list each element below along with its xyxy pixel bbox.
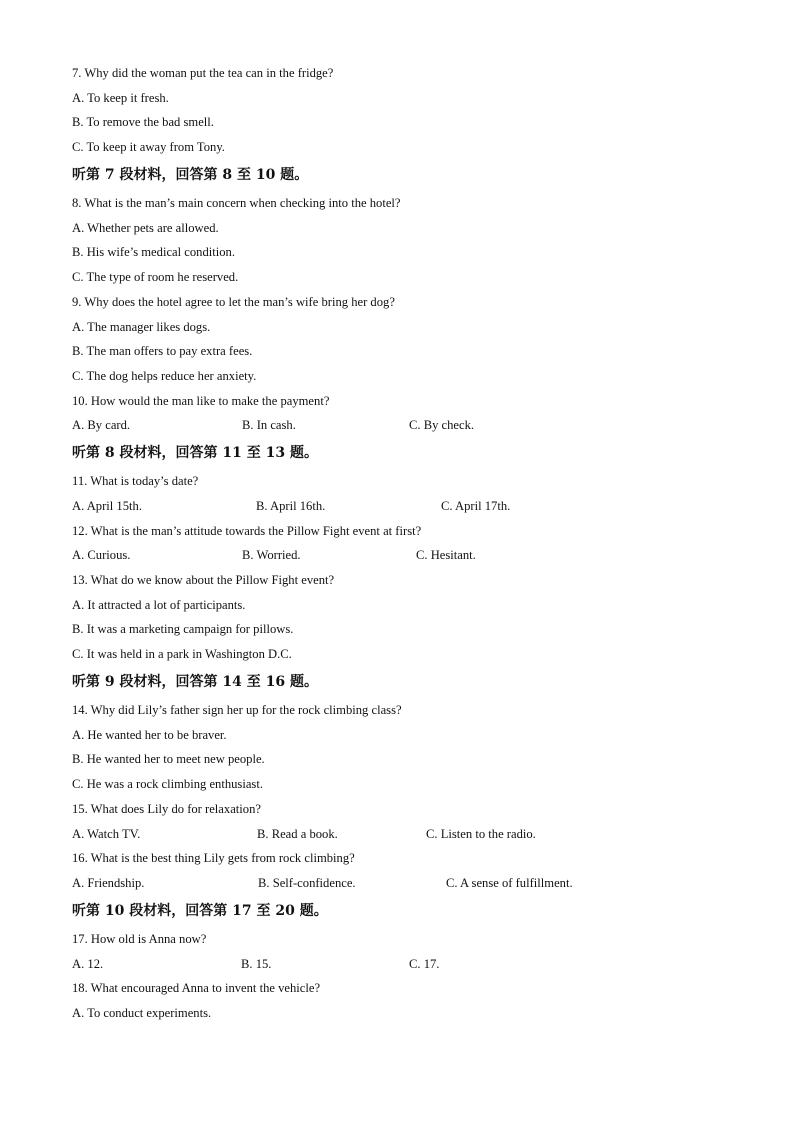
question-11-option-a: A. April 15th. (72, 499, 142, 513)
question-11-option-b: B. April 16th. (256, 499, 326, 513)
question-8-option-c: C. The type of room he reserved. (72, 270, 239, 284)
question-18: 18. What encouraged Anna to invent the vehicle? (72, 981, 321, 995)
question-16: 16. What is the best thing Lily gets from rock climbing? (72, 851, 355, 865)
question-14-option-a: A. He wanted her to be braver. (72, 728, 227, 742)
question-13: 13. What do we know about the Pillow Fight event? (72, 573, 335, 587)
question-9: 9. Why does the hotel agree to let the man’s wife bring her dog? (72, 295, 395, 309)
question-10-option-a: A. By card. (72, 418, 131, 432)
question-13-option-b: B. It was a marketing campaign for pillows. (72, 622, 294, 636)
question-13-option-c: C. It was held in a park in Washington D.C. (72, 647, 292, 661)
question-15-option-b: B. Read a book. (257, 827, 338, 841)
question-18-option-a: A. To conduct experiments. (72, 1006, 212, 1020)
question-17-option-b: B. 15. (241, 957, 272, 971)
question-17-option-c: C. 17. (409, 957, 440, 971)
question-12-option-b: B. Worried. (242, 548, 301, 562)
question-10: 10. How would the man like to make the payment? (72, 394, 330, 408)
question-16-option-a: A. Friendship. (72, 876, 145, 890)
section-heading-8: 听第 8 段材料，回答第 11 至 13 题。 (72, 445, 318, 461)
question-13-option-a: A. It attracted a lot of participants. (72, 598, 246, 612)
question-8-option-a: A. Whether pets are allowed. (72, 221, 219, 235)
question-17: 17. How old is Anna now? (72, 932, 207, 946)
question-7-option-c: C. To keep it away from Tony. (72, 140, 225, 154)
section-heading-7: 听第 7 段材料，回答第 8 至 10 题。 (72, 167, 309, 183)
question-9-option-c: C. The dog helps reduce her anxiety. (72, 369, 257, 383)
question-11: 11. What is today’s date? (72, 474, 199, 488)
question-8-option-b: B. His wife’s medical condition. (72, 245, 235, 259)
question-7-option-a: A. To keep it fresh. (72, 91, 169, 105)
question-10-option-c: C. By check. (409, 418, 475, 432)
question-15-option-c: C. Listen to the radio. (426, 827, 536, 841)
question-12-option-a: A. Curious. (72, 548, 131, 562)
question-12-option-c: C. Hesitant. (416, 548, 476, 562)
question-10-option-b: B. In cash. (242, 418, 296, 432)
section-heading-10: 听第 10 段材料，回答第 17 至 20 题。 (72, 903, 328, 919)
question-14-option-c: C. He was a rock climbing enthusiast. (72, 777, 263, 791)
section-heading-9: 听第 9 段材料，回答第 14 至 16 题。 (72, 674, 318, 690)
question-16-option-b: B. Self-confidence. (258, 876, 356, 890)
question-15-option-a: A. Watch TV. (72, 827, 141, 841)
question-14: 14. Why did Lily’s father sign her up for the rock climbing class? (72, 703, 402, 717)
question-9-option-b: B. The man offers to pay extra fees. (72, 344, 253, 358)
question-16-option-c: C. A sense of fulfillment. (446, 876, 573, 890)
question-11-option-c: C. April 17th. (441, 499, 511, 513)
question-7-option-b: B. To remove the bad smell. (72, 115, 214, 129)
question-14-option-b: B. He wanted her to meet new people. (72, 752, 265, 766)
question-15: 15. What does Lily do for relaxation? (72, 802, 261, 816)
question-12: 12. What is the man’s attitude towards the Pillow Fight event at first? (72, 524, 422, 538)
question-9-option-a: A. The manager likes dogs. (72, 320, 211, 334)
question-8: 8. What is the man’s main concern when checking into the hotel? (72, 196, 401, 210)
question-7: 7. Why did the woman put the tea can in the fridge? (72, 66, 334, 80)
question-17-option-a: A. 12. (72, 957, 104, 971)
